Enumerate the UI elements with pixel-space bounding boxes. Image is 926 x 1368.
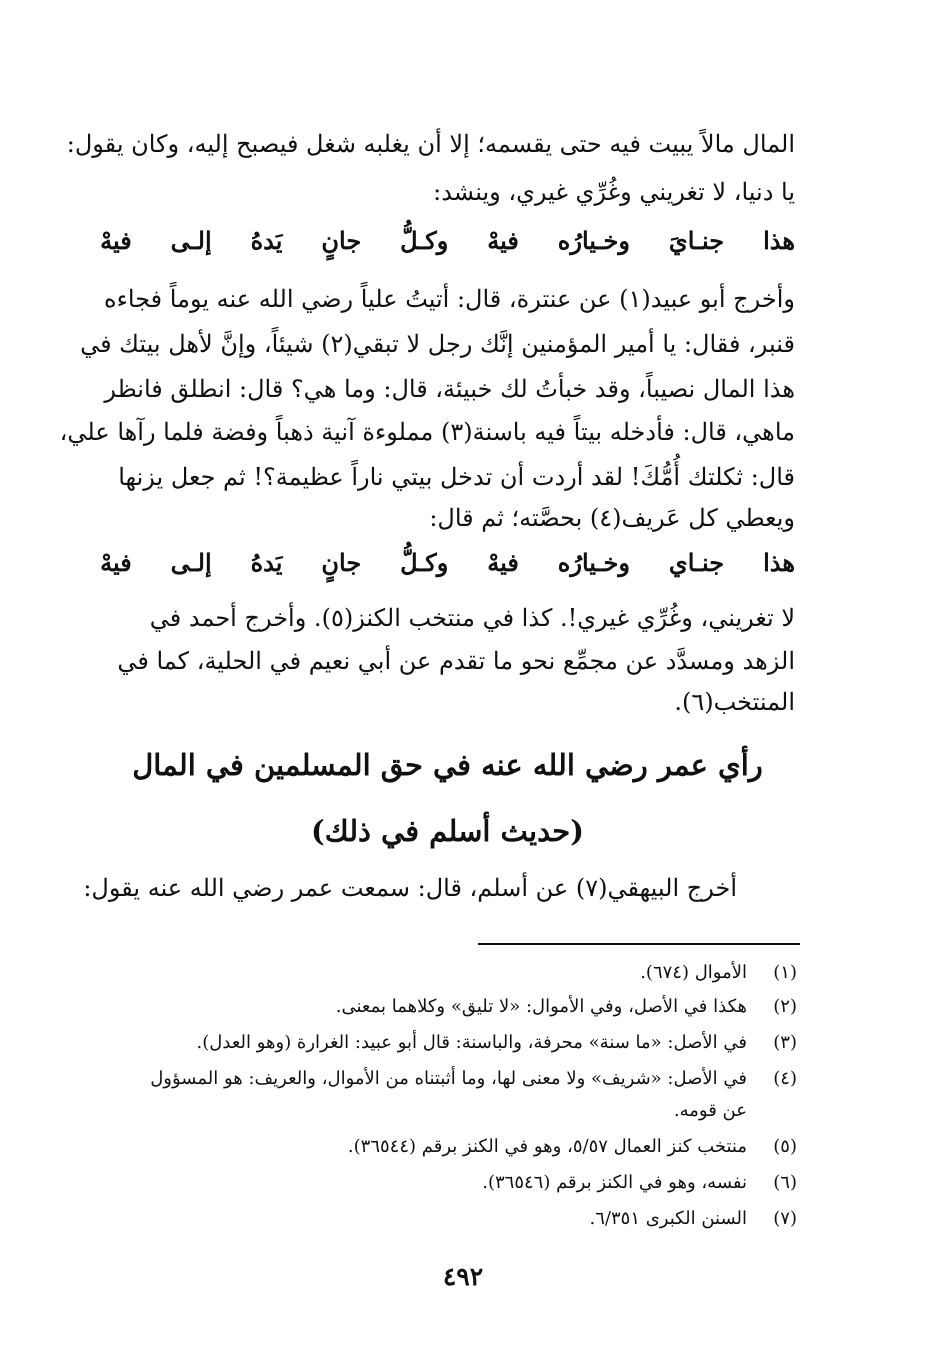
poem-word: هذا bbox=[763, 226, 795, 255]
body-line: قنبر، فقال: يا أمير المؤمنين إنَّك رجل لا تبقي(٢) شيئاً، وإنَّ لأهل بيتك في bbox=[80, 330, 795, 358]
footnote bbox=[100, 1066, 797, 1124]
footnote bbox=[100, 994, 797, 1020]
poem-word: جانٍ bbox=[321, 548, 362, 577]
footnote bbox=[100, 1134, 797, 1160]
poem-word: هذا bbox=[763, 548, 795, 577]
poem-word: يَدهُ bbox=[250, 548, 283, 577]
footnote-line: عن قومه. bbox=[673, 1100, 747, 1121]
poem-word: وكـلُّ bbox=[400, 548, 449, 577]
body-line: أخرج البيهقي(٧) عن أسلم، قال: سمعت عمر رضي الله عنه يقول: bbox=[83, 874, 737, 902]
poem-word: فيهْ bbox=[487, 226, 519, 255]
body-line: المنتخب(٦). bbox=[674, 688, 795, 716]
poem-verse bbox=[100, 226, 795, 266]
poem-word: فيهْ bbox=[100, 548, 132, 577]
footnote-number: (٦) bbox=[773, 1172, 797, 1193]
poem-word: إلـى bbox=[170, 226, 212, 255]
footnote-number: (٥) bbox=[773, 1136, 797, 1157]
footnote-number: (٣) bbox=[773, 1032, 797, 1053]
poem-word: جنـايَ bbox=[668, 226, 725, 255]
page-number: ٤٩٢ bbox=[442, 1262, 484, 1291]
footnote bbox=[100, 1030, 797, 1056]
footnote-text: الأموال (٦٧٤). bbox=[640, 962, 747, 983]
poem-word: جانٍ bbox=[321, 226, 362, 255]
footnote-line: في الأصل: «شريف» ولا معنى لها، وما أثبتناه من الأموال، والعريف: هو المسؤول bbox=[150, 1068, 747, 1089]
poem-word: إلـى bbox=[170, 548, 212, 577]
footnote-number: (٤) bbox=[773, 1068, 797, 1089]
poem-word: فيهْ bbox=[100, 226, 132, 255]
poem-verse bbox=[100, 548, 795, 588]
poem-word: وكـلُّ bbox=[400, 226, 449, 255]
footnote bbox=[100, 1206, 797, 1232]
body-line: الزهد ومسدَّد عن مجمِّع نحو ما تقدم عن أبي نعيم في الحلية، كما في bbox=[117, 647, 795, 675]
footnote-text: هكذا في الأصل، وفي الأموال: «لا تليق» وكلاهما بمعنى. bbox=[335, 996, 747, 1017]
footnote-number: (١) bbox=[773, 962, 797, 983]
section-heading: رأي عمر رضي الله عنه في حق المسلمين في المال bbox=[132, 748, 763, 782]
footnote bbox=[100, 1170, 797, 1196]
footnote-text: في الأصل: «ما سنة» محرفة، والباسنة: قال أبو عبيد: الغرارة (وهو العدل). bbox=[196, 1032, 747, 1053]
body-line: يا دنيا، لا تغريني وغُرِّي غيري، وينشد: bbox=[433, 178, 795, 206]
body-line: المال مالاً يبيت فيه حتى يقسمه؛ إلا أن يغلبه شغل فيصبح إليه، وكان يقول: bbox=[66, 130, 795, 158]
footnote bbox=[100, 960, 797, 986]
body-line: ويعطي كل عَريف(٤) بحصَّته؛ ثم قال: bbox=[429, 504, 795, 532]
poem-word: وخـيارُه bbox=[557, 226, 630, 255]
poem-word: وخـيارُه bbox=[557, 548, 630, 577]
body-line: وأخرج أبو عبيد(١) عن عنترة، قال: أتيتُ علياً رضي الله عنه يوماً فجاءه bbox=[104, 285, 795, 313]
footnote-text: السنن الكبرى ٦/٣٥١. bbox=[589, 1208, 747, 1229]
footnote-number: (٧) bbox=[773, 1208, 797, 1229]
section-subheading: (حديث أسلم في ذلك) bbox=[311, 814, 584, 848]
body-line: قال: ثكلتك أُمُّكَ! لقد أردت أن تدخل بيتي ناراً عظيمة؟! ثم جعل يزنها bbox=[118, 463, 795, 491]
footnote-text: نفسه، وهو في الكنز برقم (٣٦٥٤٦). bbox=[482, 1172, 747, 1193]
footnote-text bbox=[100, 1066, 747, 1124]
poem-word: يَدهُ bbox=[250, 226, 283, 255]
poem-word: جنـاي bbox=[668, 548, 725, 577]
footnote-number: (٢) bbox=[773, 996, 797, 1017]
footnote-separator bbox=[478, 943, 800, 945]
footnote-text: منتخب كنز العمال ٥/٥٧، وهو في الكنز برقم (٣٦٥٤٤). bbox=[347, 1136, 747, 1157]
body-line: لا تغريني، وغُرِّي غيري!. كذا في منتخب الكنز(٥). وأخرج أحمد في bbox=[149, 604, 795, 632]
body-line: ماهي، قال: فأدخله بيتاً فيه باسنة(٣) مملوءة آنية ذهباً وفضة فلما رآها علي، bbox=[59, 418, 795, 446]
body-line: هذا المال نصيباً، وقد خبأتُ لك خبيئة، قال: وما هي؟ قال: انطلق فانظر bbox=[104, 375, 795, 403]
poem-word: فيهْ bbox=[487, 548, 519, 577]
